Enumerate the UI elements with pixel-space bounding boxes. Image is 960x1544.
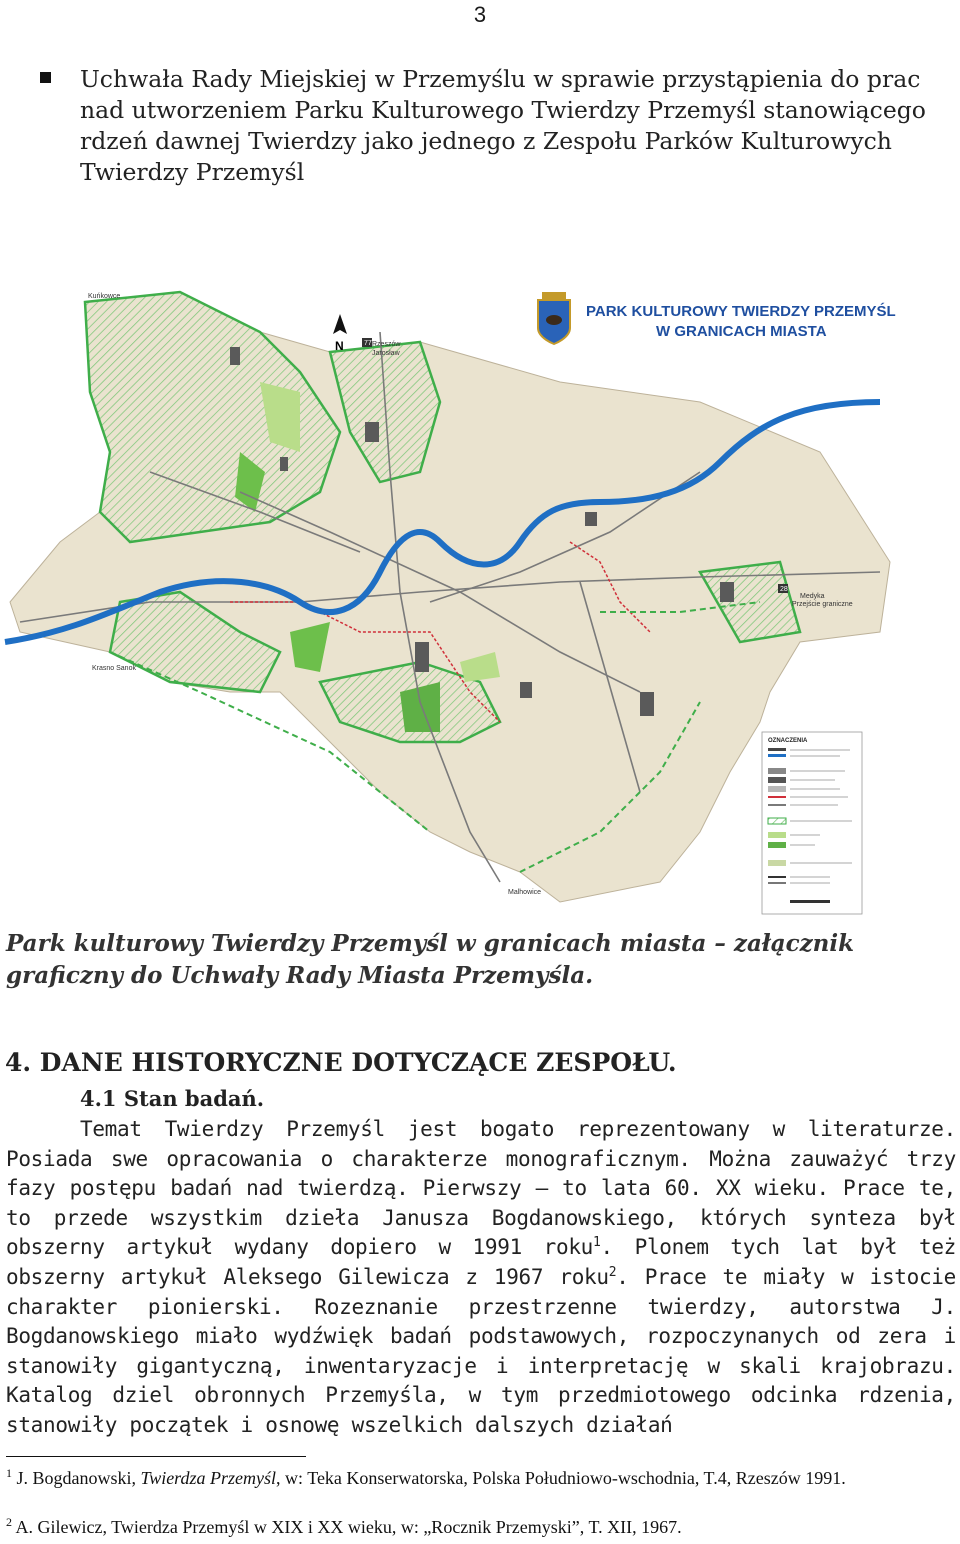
footnote-separator bbox=[6, 1456, 306, 1457]
page-number: 3 bbox=[473, 2, 487, 27]
label-krasno-sanok: Krasno Sanok bbox=[92, 665, 136, 672]
park-map bbox=[0, 272, 960, 920]
label-rzeszow: Rzeszów bbox=[372, 341, 401, 348]
map-title-line1: PARK KULTUROWY TWIERDZY PRZEMYŚL bbox=[586, 303, 896, 320]
north-arrow bbox=[333, 314, 347, 353]
footnote-2-number: 2 bbox=[6, 1515, 12, 1529]
subsection-heading: 4.1 Stan badań. bbox=[80, 1086, 265, 1111]
body-part-c: . Prace te miały w istocie charakter pionierski. Rozeznanie przestrzenne twierdzy, autorstwa J. Bogdanowskiego miało wydźwięk badań podstawowych, rozpoczynanych od zera i stanowiły gigantyczną, inwentaryzacje i interpretację w skali krajobrazu. Katalog dziel obronnych Przemyśla, w tym przedmiotowego odcinka rdzenia, stanowiły początek i osnowę wszelkich dalszych działań bbox=[6, 1264, 956, 1437]
label-malhowice: Malhowice bbox=[508, 889, 542, 896]
north-label: N bbox=[335, 339, 344, 353]
bullet-square bbox=[40, 72, 51, 83]
footnote-1-before: J. Bogdanowski, bbox=[12, 1468, 141, 1488]
body-part-b: . Plonem tych lat był też obszerny artykuł Aleksego Gilewicza z 1967 roku bbox=[6, 1235, 956, 1289]
section-heading: 4. DANE HISTORYCZNE DOTYCZĄCE ZESPOŁU. bbox=[5, 1048, 677, 1077]
footnote-1-italic: Twierdza Przemyśl bbox=[140, 1468, 277, 1488]
footnote-1 bbox=[6, 1466, 956, 1490]
footnote-2 bbox=[6, 1515, 956, 1539]
label-kunkowce: Kuńkowce bbox=[88, 293, 121, 300]
map-caption: Park kulturowy Twierdzy Przemyśl w granicach miasta – załącznik graficzny do Uchwały Rady Miasta Przemyśla. bbox=[6, 930, 855, 989]
coat-of-arms-icon bbox=[538, 292, 570, 344]
road-28: 28 bbox=[780, 586, 788, 593]
body-part-a: Temat Twierdzy Przemyśl jest bogato reprezentowany w literaturze. Posiada swe opracowania o charakterze monograficznym. Można zauważyć trzy fazy postępu badań nad twierdzą. Pierwszy – to lata 60. XX wieku. Prace te, to przede wszystkim dzieła Janusza Bogdanowskiego, których synteza był obszerny artykuł wydany dopiero w 1991 roku bbox=[6, 1117, 956, 1260]
label-medyka: Medyka bbox=[800, 593, 825, 600]
road-77: 77 bbox=[364, 340, 372, 347]
map-title-line2: W GRANICACH MIASTA bbox=[656, 323, 827, 340]
label-jaroslaw: Jarosław bbox=[372, 350, 400, 357]
footnote-1-after: , w: Teka Konserwatorska, Polska Południowo-wschodnia, T.4, Rzeszów 1991. bbox=[276, 1468, 846, 1488]
intro-paragraph: Uchwała Rady Miejskiej w Przemyślu w sprawie przystąpienia do prac nad utworzeniem Parku Kulturowego Twierdzy Przemyśl stanowiącego rdzeń dawnej Twierdzy jako jednego z Zespołu Parków Kulturowych Twierdzy Przemyśl bbox=[80, 65, 926, 186]
label-przejscie: Przejście graniczne bbox=[792, 601, 853, 608]
legend-title: OZNACZENIA bbox=[768, 738, 808, 744]
body-text bbox=[6, 1115, 956, 1441]
footnote-2-text: A. Gilewicz, Twierdza Przemyśl w XIX i XX wieku, w: „Rocznik Przemyski”, T. XII, 1967. bbox=[12, 1517, 682, 1537]
map-legend bbox=[762, 732, 862, 914]
footnote-1-number: 1 bbox=[6, 1466, 12, 1480]
footnote-ref-1[interactable]: 1 bbox=[593, 1235, 601, 1251]
footnote-ref-2[interactable]: 2 bbox=[608, 1264, 617, 1280]
